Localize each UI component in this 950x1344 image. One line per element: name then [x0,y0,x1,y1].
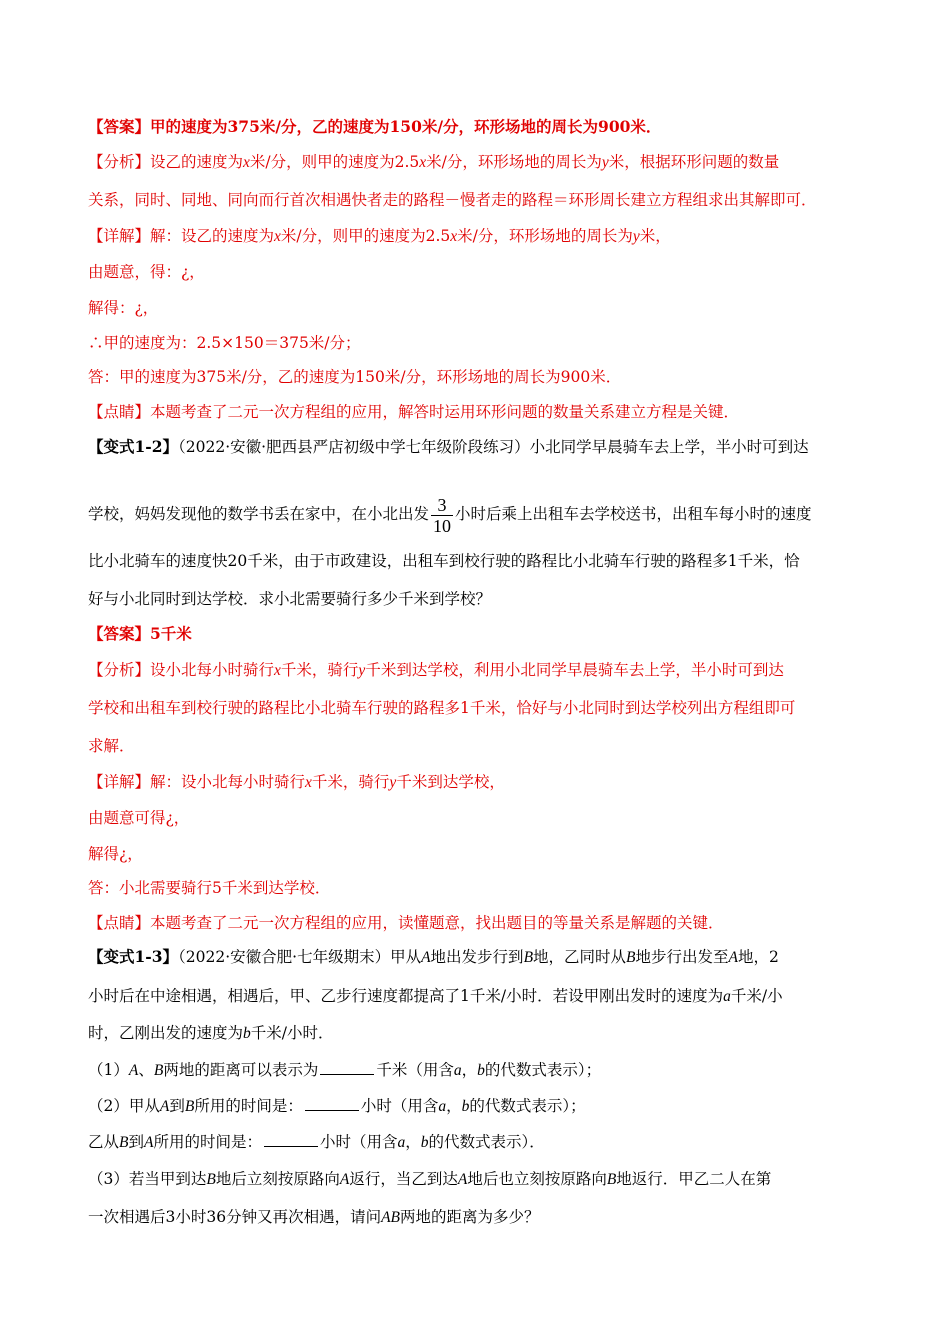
text: 地后立刻按原路向 [215,1170,340,1188]
var-A: A [128,1062,139,1079]
var-x: x [274,228,281,245]
analysis-line-1 [88,151,860,174]
var-B: B [523,949,534,966]
var-A: A [144,1134,154,1151]
var-y: y [358,662,366,679]
text: 的代数式表示）． [428,1133,545,1151]
answer-line: 【答案】甲的速度为375米/分，乙的速度为150米/分，环形场地的周长为900米． [88,117,662,136]
text: 的代数式表示）； [469,1097,586,1115]
var-a: a [438,1098,447,1115]
detail-line [88,771,860,794]
var-b: b [477,1062,485,1079]
analysis-line-2: 关系，同时、同地、同向而行首次相遇快者走的路程－慢者走的路程＝环形周长建立方程组求出其解即可． [88,191,817,209]
var-y: y [601,154,609,171]
text: 一次相遇后3小时36分钟又再次相遇，请问 [88,1208,382,1226]
var-y: y [389,774,397,791]
text: 千米/小时． [250,1024,334,1042]
var-x: x [419,154,427,171]
text: 米， [639,227,671,245]
text: （1） [88,1061,129,1079]
var-A: A [457,1171,468,1188]
var-A: A [421,949,431,966]
text: 两地的距离可以表示为 [163,1061,319,1079]
text: 千米，骑行 [280,661,359,679]
var-x: x [450,228,458,245]
text: （2）甲从 [88,1097,160,1115]
variant-1-2-header [88,436,860,458]
var-a: a [453,1062,462,1079]
reply-line: 答：甲的速度为375米/分，乙的速度为150米/分，环形场地的周长为900米． [88,368,622,386]
text: 千米/小 [730,987,783,1005]
text: ， [461,1061,478,1079]
text: 【详解】解：设乙的速度为 [88,227,275,245]
text: 地，2 [738,948,779,966]
text: 千米到达学校，利用小北同学早晨骑车去上学，半小时可到达 [365,661,784,679]
variant-1-3-line-2 [88,985,860,1008]
text: 千米到达学校， [396,773,505,791]
reply-line: 答：小北需要骑行5千米到达学校． [88,879,331,897]
text: 返行，当乙到达 [349,1170,458,1188]
var-A: A [159,1098,170,1115]
text: ， [405,1133,421,1151]
var-b: b [461,1098,470,1115]
var-AB: AB [381,1209,401,1226]
var-B: B [184,1098,195,1115]
comment-line: 【点睛】本题考查了二元一次方程组的应用，读懂题意，找出题目的等量关系是解题的关键． [88,914,724,932]
variant-1-2-line-2 [88,491,860,537]
answer-blank[interactable] [264,1132,318,1147]
text: 、 [138,1061,154,1079]
analysis-line-1 [88,659,860,682]
var-A: A [339,1171,350,1188]
text: ， [446,1097,462,1115]
text: （2022·安徽·肥西县严店初级中学七年级阶段练习）小北同学早晨骑车去上学，半小时可到达 [178,438,809,456]
variant-1-2-line-3: 比小北骑车的速度快20千米，由于市政建设，出租车到校行驶的路程比小北骑车行驶的路程多1千米，恰 [88,552,800,570]
text: 地出发步行到 [430,948,524,966]
question-2 [88,1095,860,1118]
text: 【分析】设小北每小时骑行 [88,661,275,679]
text: 的代数式表示）； [484,1061,602,1079]
text: 乙从 [88,1133,120,1151]
text: 到 [169,1097,185,1115]
text: 所用的时间是： [153,1133,262,1151]
text: 【分析】设乙的速度为 [88,153,244,171]
variant-1-3-line-3 [88,1022,860,1045]
variant-tag: 【变式1-3】 [88,947,179,966]
var-a: a [723,988,731,1005]
answer-line: 【答案】5千米 [88,624,192,643]
variant-tag: 【变式1-2】 [88,437,179,456]
fraction-numerator: 3 [431,495,453,516]
by-problem-line: 由题意，得：¿， [88,263,205,281]
text: 千米，骑行 [311,773,390,791]
text: 米/分，环形场地的周长为 [426,153,602,171]
text: 小时后乘上出租车去学校送书，出租车每小时的速度 [455,505,812,523]
var-b: b [420,1134,429,1151]
text: 米/分，环形场地的周长为 [457,227,633,245]
text: 学校，妈妈发现他的数学书丢在家中，在小北出发 [88,505,430,523]
var-B: B [153,1062,164,1079]
text: 小时（用含 [319,1133,398,1151]
answer-blank[interactable] [320,1060,374,1075]
var-y: y [632,228,640,245]
comment-line: 【点睛】本题考查了二元一次方程组的应用，解答时运用环形问题的数量关系建立方程是关键． [88,403,740,421]
therefore-line: ∴甲的速度为：2.5×150＝375米/分； [88,334,361,352]
solve-line: 解得：¿， [88,299,159,317]
var-x: x [305,774,312,791]
variant-1-2-line-4: 好与小北同时到达学校．求小北需要骑行多少千米到学校？ [88,590,492,608]
question-2b [88,1131,860,1154]
analysis-line-2: 学校和出租车到校行驶的路程比小北骑车行驶的路程多1千米，恰好与小北同时到达学校列出方程组即可 [88,699,796,717]
fraction [431,495,453,536]
var-x: x [274,662,281,679]
text: 千米（用含 [376,1061,454,1079]
text: （2022·安徽合肥·七年级期末）甲从 [178,948,422,966]
by-problem-line: 由题意可得¿， [88,809,190,827]
text: 地返行．甲乙二人在第 [616,1170,772,1188]
text: 小时后在中途相遇，相遇后，甲、乙步行速度都提高了1千米/小时．若设甲刚出发时的速度为 [88,987,724,1005]
text: 地，乙同时从 [533,948,627,966]
text: 到 [128,1133,144,1151]
text: 地步行出发至 [635,948,729,966]
question-3 [88,1168,860,1191]
var-B: B [119,1134,129,1151]
text: 小时（用含 [360,1097,439,1115]
var-b: b [243,1025,251,1042]
answer-blank[interactable] [305,1096,359,1111]
detail-line [88,225,860,248]
text: 米/分，则甲的速度为2.5 [249,153,420,171]
var-B: B [606,1171,617,1188]
var-A: A [728,949,738,966]
text: 所用的时间是： [194,1097,303,1115]
text: 时，乙刚出发的速度为 [88,1024,244,1042]
fraction-denominator: 10 [433,515,452,536]
text: 两地的距离为多少？ [400,1208,540,1226]
text: 【详解】解：设小北每小时骑行 [88,773,306,791]
text: 米，根据环形问题的数量 [608,153,780,171]
text: 米/分，则甲的速度为2.5 [280,227,451,245]
var-B: B [206,1171,216,1188]
solve-line: 解得¿， [88,845,143,863]
question-3-line-2 [88,1206,860,1229]
var-x: x [243,154,250,171]
var-B: B [626,949,636,966]
var-a: a [397,1134,406,1151]
variant-1-3-header [88,946,860,969]
analysis-line-3: 求解． [88,737,135,755]
text: 地后也立刻按原路向 [467,1170,607,1188]
text: （3）若当甲到达 [88,1170,207,1188]
question-1 [88,1059,860,1082]
